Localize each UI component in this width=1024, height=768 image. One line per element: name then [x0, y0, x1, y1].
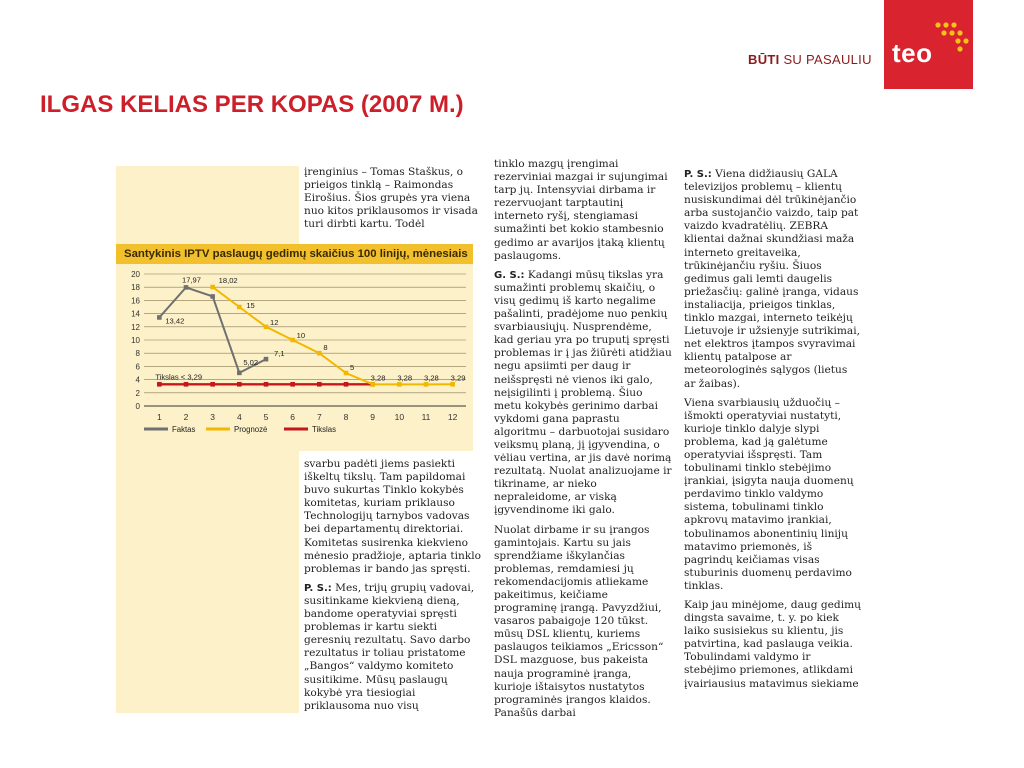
- line-chart: [116, 264, 473, 451]
- data-label: 13,42: [165, 316, 185, 326]
- slide-title: ILGAS KELIAS PER KOPAS (2007 M.): [40, 91, 464, 118]
- data-label: 12: [270, 317, 279, 327]
- data-label: 3,28: [397, 373, 413, 383]
- data-label: 8: [323, 343, 328, 353]
- article-col2: [494, 158, 672, 726]
- x-tick-label: 12: [447, 412, 458, 422]
- col2-p2: [494, 269, 672, 518]
- chart-panel: [116, 244, 473, 451]
- col3-p3: Kaip jau minėjome, daug gedimų dingsta savaime, t. y. po kiek laiko susisiekus su klientu, jis patvirtina, kad paslauga veikia. Tobulindami valdymo ir stebėjimo priemones, atlikdami įvairiausius matavimus siekiame: [684, 599, 861, 690]
- data-point: [157, 382, 162, 387]
- logo-text: teo: [892, 38, 933, 68]
- data-label: 18,02: [218, 276, 238, 286]
- x-tick-label: 8: [343, 412, 349, 422]
- col1-bottom-p2-text: Mes, trijų grupių vadovai, susitinkame kiekvieną dieną, bandome operatyviai spręsti problemas ir kartu siekti geresnių rezultatų. Savo darbo rezultatus ir toliau pristatome „Bangos“ valdymo komiteto susitikime. Mūsų paslaugų kokybė yra tiesiogiai priklausoma nuo visų: [304, 581, 475, 712]
- x-tick-label: 9: [370, 412, 376, 422]
- col3-p2: Viena svarbiausių užduočių – išmokti operatyviai nustatyti, kurioje tinklo dalyje slypi problema, kad ją galėtume operatyviai išspręsti. Tam tobulinami tinklo stebėjimo įrankiai, įsigyta nauja duomenų perdavimo tinklo valdymo sistema, tobulinami tinklo apkrovų matavimo įrankiai, tobulinamos abonentinių linijų matavimo priemonės, iš pagrindų keičiamas visas stuburinis duomenų perdavimo tinklas.: [684, 396, 854, 592]
- data-point: [210, 382, 215, 387]
- data-point: [237, 382, 242, 387]
- data-label: 7,1: [274, 349, 285, 359]
- y-tick-label: 14: [131, 309, 140, 319]
- chart-title: Santykinis IPTV paslaugų gedimų skaičius 100 linijų, mėnesiais: [116, 244, 473, 264]
- slogan-rest: SU PASAULIU: [783, 52, 872, 67]
- data-point: [184, 285, 189, 290]
- data-point: [370, 382, 375, 387]
- legend-label: Faktas: [172, 425, 196, 434]
- data-label: 5,02: [243, 357, 259, 367]
- x-tick-label: 3: [210, 412, 216, 422]
- data-point: [264, 357, 269, 362]
- article-tint-top: [116, 166, 299, 252]
- data-point: [264, 382, 269, 387]
- col2-p2-text: Kadangi mūsų tikslas yra sumažinti problemų skaičių, o visų gedimų iš karto negalime pašalinti, pradėjome nuo penkių svarbiausiųjų. Nusprendėme, kad geriau yra po truputį spręsti problemas ir į jas žiūrėti atidžiau negu apsiimti per daug ir neišspręsti nė vienos iki galo, neįsigilinti į problemą. Šiuo metu kokybės gerinimo darbai vykdomi gana paprastu algoritmu – darbuotojai susidaro veiksmų planą, jį įgyvendina, o vėliau vertina, ar jis davė norimą rezultatą. Nuolat analizuojame ir tikriname, ar nieko nepraleidome, ar viską įgyvendinome iki galo.: [494, 268, 672, 517]
- x-tick-label: 7: [316, 412, 322, 422]
- data-point: [317, 382, 322, 387]
- data-point: [344, 371, 349, 376]
- article-col1-top: [304, 166, 482, 237]
- x-tick-label: 5: [263, 412, 269, 422]
- y-tick-label: 12: [131, 322, 140, 332]
- data-point: [237, 371, 242, 376]
- data-label: 3,28: [424, 373, 439, 383]
- y-tick-label: 2: [135, 388, 140, 398]
- data-label: 17,97: [182, 275, 202, 285]
- data-label: 15: [246, 301, 255, 310]
- article-col3: [684, 168, 862, 697]
- x-tick-label: 1: [156, 412, 162, 422]
- y-tick-label: 8: [135, 349, 140, 359]
- y-tick-label: 16: [131, 296, 140, 306]
- y-tick-label: 4: [135, 375, 140, 385]
- col2-p1: tinklo mazgų įrengimai rezerviniai mazgai ir sujungimai tarp jų. Intensyviai dirbama ir rezervuojant tarptautinį interneto ryšį, stengiamasi sumažinti bet kokio stambesnio gedimo ar avarijos įtaką klientų paslaugoms.: [494, 158, 668, 262]
- x-tick-label: 2: [183, 412, 189, 422]
- data-point: [290, 338, 295, 343]
- y-tick-label: 10: [131, 336, 140, 345]
- col3-p1: [684, 168, 862, 391]
- data-point: [210, 294, 215, 299]
- data-label: Tikslas < 3,29: [155, 372, 203, 382]
- data-point: [210, 285, 215, 290]
- legend-label: Prognozė: [234, 425, 268, 434]
- x-tick-label: 11: [421, 412, 431, 422]
- col1-bottom-p2: [304, 582, 482, 713]
- data-point: [237, 305, 242, 310]
- col1-bottom-p2-lead: P. S.:: [304, 582, 332, 594]
- data-label: 10: [296, 331, 306, 340]
- col3-p1-text: Viena didžiausių GALA televizijos problemų – klientų nusiskundimai dėl trūkinėjančio arba sustojančio vaizdo, taip pat vaizdo kvadratėlių. ZEBRA klientai dažnai skundžiasi maža interneto greitaveika, trūkinėjančiu ryšiu. Šiuos gedimus gali lemti daugelis priežasčių: galinė įranga, vidaus instaliacija, prieigos tinklas, tinklo mazgai, interneto teikėjų Lietuvoje ir užsienyje sutrikimai, net elektros įtampos svyravimai klientų patalpose ar meteorologinės sąlygos (lietus ar žaibas).: [684, 168, 860, 390]
- slogan: [748, 52, 872, 67]
- data-point: [157, 315, 162, 320]
- data-point: [317, 351, 322, 356]
- slogan-bold: BŪTI: [748, 52, 780, 67]
- article-col1-bottom: [304, 458, 482, 719]
- article-image: [116, 158, 864, 719]
- data-point: [397, 382, 402, 387]
- legend-label: Tikslas: [312, 425, 336, 434]
- data-label: 3,29: [450, 373, 466, 383]
- teo-logo: [884, 0, 973, 89]
- data-point: [290, 382, 295, 387]
- data-point: [344, 382, 349, 387]
- y-tick-label: 6: [135, 362, 140, 372]
- col1-top-text: įrenginius – Tomas Staškus, o prieigos tinklą – Raimondas Eirošius. Šios grupės yra viena nuo kitos priklausomos ir visada turi dirbti kartu. Todėl: [304, 166, 478, 231]
- data-point: [264, 325, 269, 330]
- x-tick-label: 6: [290, 412, 296, 422]
- y-tick-label: 0: [135, 402, 140, 411]
- col2-p3: Nuolat dirbame ir su įrangos gamintojais. Kartu su jais sprendžiame iškylančias problemas, remdamiesi jų rekomendacijomis atliekame pakeitimus, keičiame programinę įrangą. Pavyzdžiui, vasaros pabaigoje 120 tūkst. mūsų DSL klientų, kuriems paslaugos teikiamos „Ericsson“ DSL mazguose, bus pakeista nauja programinė įranga, kurioje ištaisytos nustatytos programinės įrangos klaidos. Panašūs darbai: [494, 523, 664, 719]
- y-tick-label: 20: [131, 270, 140, 279]
- col3-p1-lead: P. S.:: [684, 169, 712, 180]
- data-label: 3,28: [370, 373, 386, 383]
- data-point: [184, 382, 189, 387]
- data-label: 5: [350, 363, 355, 372]
- col1-bottom-p1: svarbu padėti jiems pasiekti iškeltų tikslų. Tam papildomai buvo sukurtas Tinklo kokybės komitetas, kuriam priklauso Technologijų tarnybos vadovas bei departamentų direktoriai. Komitetas susirenka kiekvieno mėnesio pradžioje, aptaria tinklo problemas ir bando jas spręsti.: [304, 458, 482, 575]
- y-tick-label: 18: [131, 283, 140, 293]
- x-tick-label: 4: [236, 412, 242, 422]
- article-tint-bottom: [116, 451, 299, 713]
- col2-p2-lead: G. S.:: [494, 269, 525, 281]
- data-point: [424, 382, 429, 387]
- x-tick-label: 10: [394, 412, 405, 422]
- data-point: [450, 382, 455, 387]
